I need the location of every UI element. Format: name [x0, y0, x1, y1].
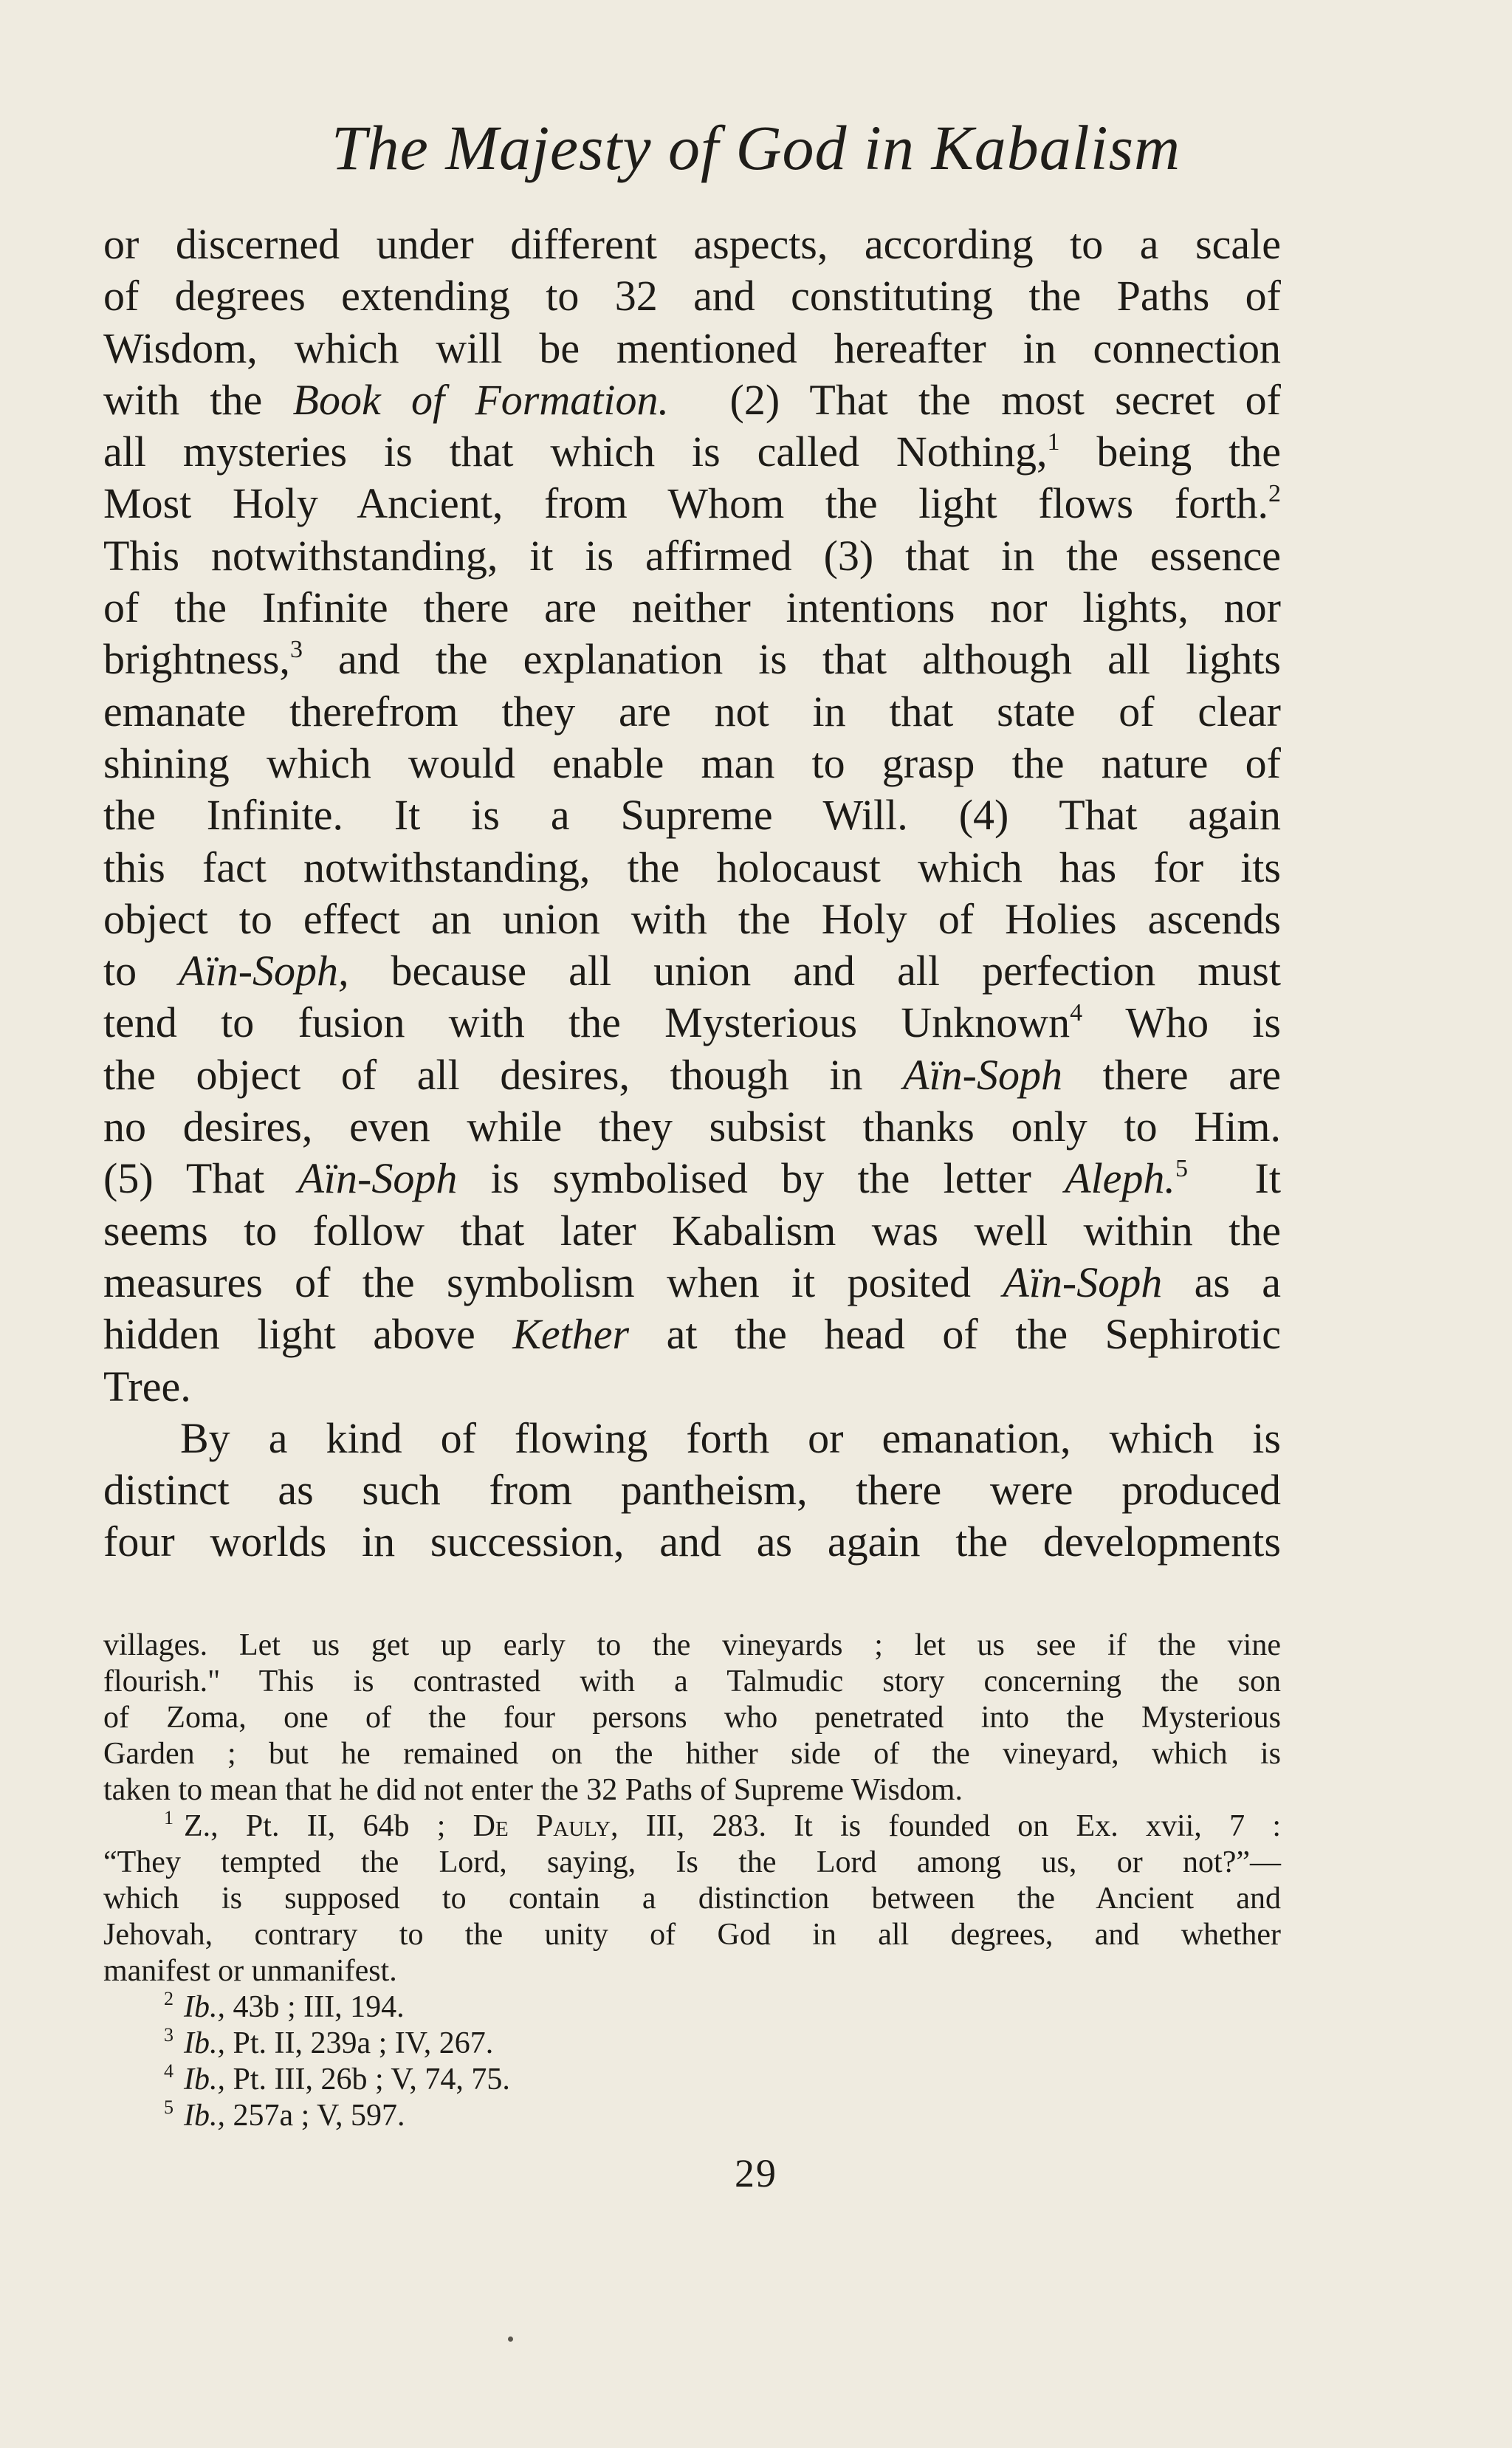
text-line: This notwithstanding, it is affirmed (3) that in the essence: [103, 531, 1281, 580]
footnote-ref: 4: [1070, 999, 1083, 1027]
text-line: four worlds in succession, and as again the developments: [103, 1518, 1281, 1566]
term-italic: Aïn-Soph: [903, 1050, 1062, 1099]
main-text: [103, 219, 1281, 1568]
footnote-ref: 5: [1175, 1155, 1188, 1183]
text-line: of degrees extending to 32 and constituting the Paths of: [103, 272, 1281, 320]
footnote-line: “They tempted the Lord, saying, Is the Lord among us, or not?”—: [103, 1845, 1281, 1879]
footnote-line: manifest or unmanifest.: [103, 1954, 397, 1988]
footnote-line: villages. Let us get up early to the vineyards ; let us see if the vine: [103, 1628, 1281, 1662]
running-head: The Majesty of God in Kabalism: [331, 112, 1181, 183]
footnote-ref: 1: [1047, 428, 1060, 456]
page-number: 29: [735, 2151, 777, 2195]
footnote-ref: 3: [289, 636, 303, 664]
text-line: to Aïn-Soph, because all union and all perfection must: [103, 947, 1281, 995]
footnote-3: $^3$ Ib., Pt. II, 239a ; IV, 267.: [164, 2024, 494, 2060]
text-line: hidden light above Kether at the head of the Sephirotic: [103, 1310, 1281, 1359]
footnote-mark: 1: [164, 1807, 173, 1828]
text-line: Most Holy Ancient, from Whom the light flows forth.$^2$: [103, 479, 1281, 528]
text-line: tend to fusion with the Mysterious Unknown$^4$ Who is: [103, 998, 1281, 1047]
footnote-line: Garden ; but he remained on the hither side of the vineyard, which is: [103, 1737, 1281, 1771]
text-line: no desires, even while they subsist thanks only to Him.: [103, 1103, 1281, 1151]
footnote-mark: 2: [164, 1988, 173, 2009]
footnotes: [103, 1628, 1281, 2134]
footnote-mark: 3: [164, 2024, 173, 2046]
term-italic: Aïn-Soph,: [179, 947, 349, 995]
footnote-line: Jehovah, contrary to the unity of God in all degrees, and whether: [103, 1918, 1281, 1952]
text-line: all mysteries is that which is called Nothing,$^1$ being the: [103, 428, 1281, 476]
text-line: emanate therefrom they are not in that state of clear: [103, 687, 1281, 736]
footnote-ref: 2: [1268, 480, 1281, 508]
text-line: with the Book of Formation. (2) That the most secret of: [103, 375, 1281, 424]
term-italic: Aleph.: [1065, 1154, 1175, 1203]
footnote-line: which is supposed to contain a distinction between the Ancient and: [103, 1882, 1281, 1916]
footnote-mark: 5: [164, 2096, 173, 2118]
term-italic: Kether: [512, 1310, 630, 1359]
footnote-line: flourish." This is contrasted with a Talmudic story concerning the son: [103, 1664, 1281, 1698]
book-title-italic: Book of Formation.: [292, 375, 669, 424]
footnote-2: $^2$ Ib., 43b ; III, 194.: [164, 1988, 405, 2024]
footnote-4: $^4$ Ib., Pt. III, 26b ; V, 74, 75.: [164, 2060, 510, 2096]
text-line: brightness,$^3$ and the explanation is that although all lights: [103, 635, 1281, 684]
paper-speck: [508, 2336, 513, 2342]
text-line: seems to follow that later Kabalism was well within the: [103, 1206, 1281, 1255]
text-line: of the Infinite there are neither intentions nor lights, nor: [103, 583, 1281, 632]
text-line: Wisdom, which will be mentioned hereafter in connection: [103, 323, 1281, 372]
footnote-mark: 4: [164, 2060, 173, 2082]
paragraph-start-line: By a kind of flowing forth or emanation, which is: [180, 1413, 1281, 1462]
text-line: shining which would enable man to grasp the nature of: [103, 738, 1281, 787]
text-line: the Infinite. It is a Supreme Will. (4) That again: [103, 791, 1281, 840]
footnote-1: $^1$ Z., Pt. II, 64b ; De Pauly, III, 283. It is founded on Ex. xvii, 7 :: [164, 1807, 1281, 1843]
term-italic: Aïn-Soph: [298, 1154, 458, 1203]
term-italic: Aïn-Soph: [1003, 1258, 1163, 1306]
author-smallcaps: De Pauly,: [472, 1809, 619, 1843]
text-line: (5) That Aïn-Soph is symbolised by the letter Aleph.$^5$ It: [103, 1154, 1281, 1203]
footnote-line: of Zoma, one of the four persons who penetrated into the Mysterious: [103, 1701, 1281, 1735]
footnote-line: taken to mean that he did not enter the 32 Paths of Supreme Wisdom.: [103, 1773, 963, 1807]
text-line: object to effect an union with the Holy of Holies ascends: [103, 894, 1281, 943]
text-line: measures of the symbolism when it posited Aïn-Soph as a: [103, 1258, 1281, 1306]
text-line: or discerned under different aspects, according to a scale: [103, 220, 1281, 268]
footnote-5: $^5$ Ib., 257a ; V, 597.: [164, 2096, 405, 2133]
text-line: Tree.: [103, 1362, 191, 1410]
text-line: distinct as such from pantheism, there were produced: [103, 1466, 1281, 1515]
text-line: this fact notwithstanding, the holocaust which has for its: [103, 843, 1281, 891]
text-line: the object of all desires, though in Aïn-Soph there are: [103, 1050, 1281, 1099]
